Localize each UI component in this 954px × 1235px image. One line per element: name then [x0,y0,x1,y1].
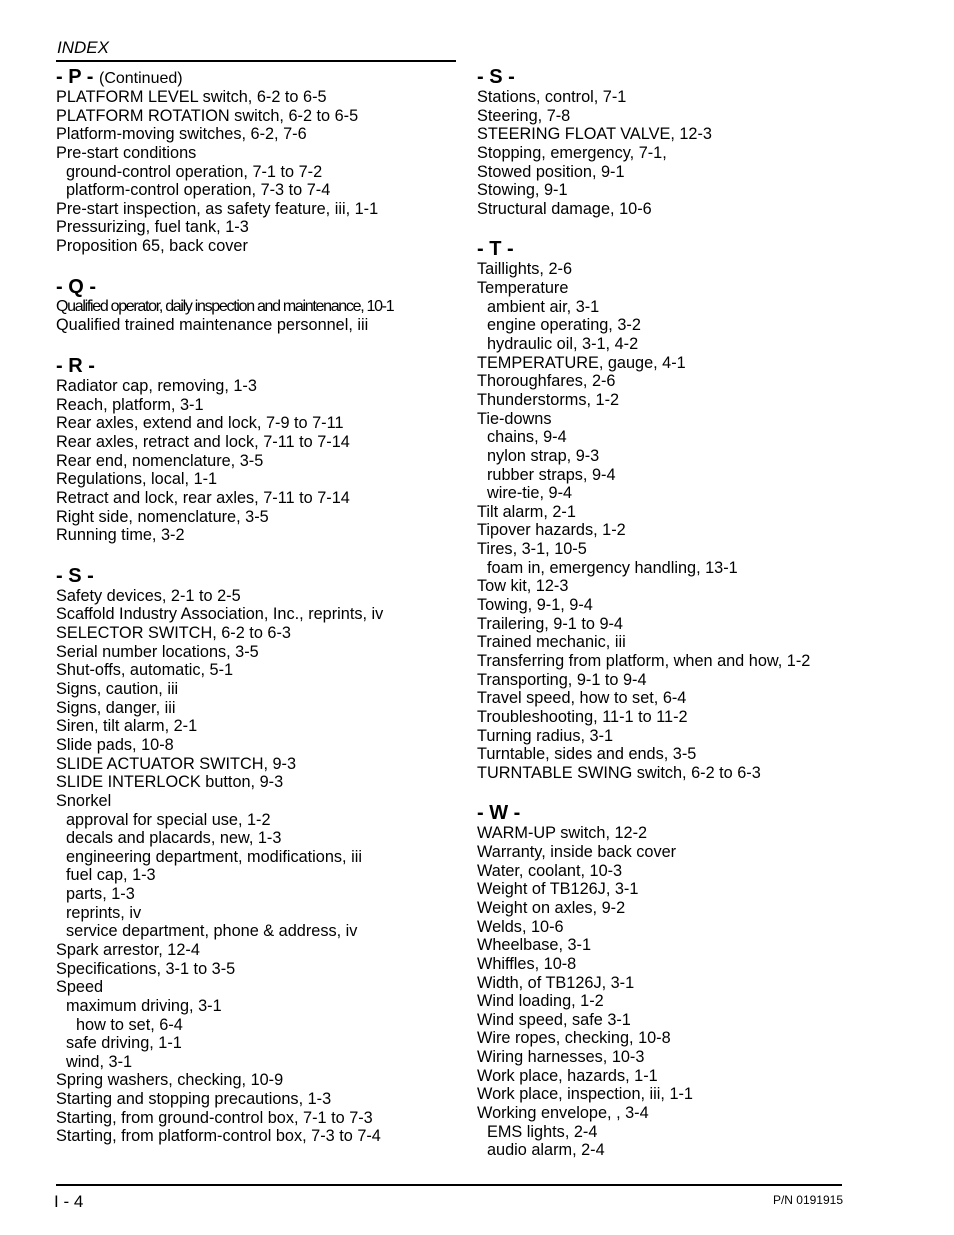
index-entry: Safety devices, 2-1 to 2-5 [56,586,241,605]
section-spacer [56,335,461,355]
index-subentry: approval for special use, 1-2 [66,810,271,829]
index-entry: Rear end, nomenclature, 3-5 [56,451,264,470]
index-entry: Radiator cap, removing, 1-3 [56,377,257,396]
index-subentry: wind, 3-1 [66,1052,133,1071]
index-entry: SLIDE INTERLOCK button, 9-3 [56,773,284,792]
index-entry: Starting, from ground-control box, 7-1 to 7-3 [56,1108,373,1127]
index-subentry: hydraulic oil, 3-1, 4-2 [487,335,639,354]
index-entry-list [56,88,461,256]
index-entry: Signs, caution, iii [56,680,179,699]
index-entry: Stations, control, 7-1 [477,88,627,106]
index-entry: Spring washers, checking, 10-9 [56,1071,284,1090]
index-entry: Work place, hazards, 1-1 [477,1066,658,1085]
index-entry: TURNTABLE SWING switch, 6-2 to 6-3 [477,763,761,782]
index-subentry: chains, 9-4 [487,428,567,447]
section-heading [477,238,857,260]
page-number: I - 4 [54,1192,84,1211]
index-subentry: wire-tie, 9-4 [487,484,573,503]
index-entry: Whiffles, 10-8 [477,954,577,973]
index-entry: Temperature [477,279,569,298]
index-subentry: nylon strap, 9-3 [487,446,600,465]
index-entry: Wind speed, safe 3-1 [477,1010,631,1029]
index-entry: Siren, tilt alarm, 2-1 [56,717,198,736]
index-entry: Pre-start conditions [56,143,197,162]
section-spacer [56,256,461,276]
index-entry: Stowed position, 9-1 [477,162,625,181]
section-letter: - W - [477,802,521,825]
index-subentry: fuel cap, 1-3 [66,866,156,885]
section-letter: - S - [477,66,515,88]
index-entry: Water, coolant, 10-3 [477,861,623,880]
index-entry: Speed [56,978,104,997]
section-heading [56,355,461,377]
section-letter: - T - [477,238,514,261]
index-subentry: ground-control operation, 7-1 to 7-2 [66,162,323,181]
index-entry: Taillights, 2-6 [477,260,573,279]
index-subentry: audio alarm, 2-4 [487,1141,605,1160]
index-entry: Width, of TB126J, 3-1 [477,973,635,992]
index-entry: SLIDE ACTUATOR SWITCH, 9-3 [56,754,297,773]
index-entry: Work place, inspection, iii, 1-1 [477,1085,693,1104]
index-entry-list [477,824,857,1160]
section-spacer [477,218,857,238]
index-entry-list [56,298,461,335]
index-entry: STEERING FLOAT VALVE, 12-3 [477,125,712,144]
index-entry: Tie-downs [477,409,552,428]
index-entry: Rear axles, extend and lock, 7-9 to 7-11 [56,414,344,433]
index-entry: WARM-UP switch, 12-2 [477,824,648,843]
index-subentry: engineering department, modifications, iii [66,847,362,866]
section-heading [56,565,461,587]
index-entry: Signs, danger, iii [56,698,176,717]
index-subentry: platform-control operation, 7-3 to 7-4 [66,181,331,200]
index-entry: Welds, 10-6 [477,917,564,936]
index-entry: Steering, 7-8 [477,106,571,125]
index-subentry: safe driving, 1-1 [66,1034,182,1053]
index-entry: Right side, nomenclature, 3-5 [56,507,269,526]
index-entry: Trained mechanic, iii [477,633,626,652]
section-spacer [56,545,461,565]
index-entry: Tires, 3-1, 10-5 [477,540,587,559]
index-entry: Tow kit, 12-3 [477,577,569,596]
index-subentry: foam in, emergency handling, 13-1 [487,558,738,577]
index-subentry: ambient air, 3-1 [487,297,600,316]
index-entry: Rear axles, retract and lock, 7-11 to 7-14 [56,432,350,451]
index-entry: TEMPERATURE, gauge, 4-1 [477,353,686,372]
index-entry: Troubleshooting, 11-1 to 11-2 [477,707,688,726]
index-entry: Stowing, 9-1 [477,181,568,200]
index-entry: Towing, 9-1, 9-4 [477,596,593,615]
index-entry-list [477,260,857,782]
right-index-column [477,66,857,1160]
index-subentry: rubber straps, 9-4 [487,465,616,484]
index-entry: Reach, platform, 3-1 [56,395,204,414]
index-entry: Running time, 3-2 [56,526,185,545]
index-entry: Qualified operator, daily inspection and maintenance, 10-1 [56,297,394,315]
section-heading [477,66,857,88]
index-entry: Scaffold Industry Association, Inc., reprints, iv [56,605,384,624]
index-entry: Structural damage, 10-6 [477,199,652,218]
index-entry-list [477,88,857,218]
index-entry: Wind loading, 1-2 [477,992,604,1011]
index-entry: Shut-offs, automatic, 5-1 [56,661,234,680]
index-subentry: reprints, iv [66,903,142,922]
index-subentry: how to set, 6-4 [76,1015,183,1034]
index-subentry: service department, phone & address, iv [66,922,358,941]
index-entry: Slide pads, 10-8 [56,735,174,754]
index-entry: Starting and stopping precautions, 1-3 [56,1090,332,1109]
index-entry: Turning radius, 3-1 [477,726,614,745]
index-entry: Warranty, inside back cover [477,843,677,862]
index-entry: Transporting, 9-1 to 9-4 [477,670,647,689]
index-entry: Qualified trained maintenance personnel, iii [56,316,369,335]
index-entry: Working envelope, , 3-4 [477,1104,649,1123]
index-entry: Spark arrestor, 12-4 [56,940,200,959]
index-entry: Regulations, local, 1-1 [56,470,218,489]
index-entry: Thoroughfares, 2-6 [477,372,616,391]
index-entry: Stopping, emergency, 7-1, [477,143,667,162]
index-entry: Platform-moving switches, 6-2, 7-6 [56,125,307,144]
running-head: INDEX [57,38,109,57]
index-entry: Transferring from platform, when and how, 1-2 [477,651,811,670]
footer-rule [56,1184,842,1186]
section-continued-note: (Continued) [98,70,183,87]
index-entry: Retract and lock, rear axles, 7-11 to 7-14 [56,488,350,507]
index-subentry: decals and placards, new, 1-3 [66,829,282,848]
index-entry: Proposition 65, back cover [56,237,248,256]
index-entry: Wheelbase, 3-1 [477,936,592,955]
header-rule [56,60,456,62]
index-entry: SELECTOR SWITCH, 6-2 to 6-3 [56,624,291,643]
index-entry: Trailering, 9-1 to 9-4 [477,614,623,633]
index-entry: PLATFORM LEVEL switch, 6-2 to 6-5 [56,88,327,106]
index-subentry: engine operating, 3-2 [487,316,641,335]
section-letter: - P - [56,66,94,88]
section-spacer [477,782,857,802]
part-number: P/N 0191915 [772,1193,843,1207]
index-entry: Starting, from platform-control box, 7-3 to 7-4 [56,1127,381,1146]
index-entry: Snorkel [56,791,112,810]
index-subentry: parts, 1-3 [66,885,135,904]
index-entry: Weight on axles, 9-2 [477,898,626,917]
index-entry: Serial number locations, 3-5 [56,642,259,661]
index-entry: Wire ropes, checking, 10-8 [477,1029,671,1048]
index-entry: Specifications, 3-1 to 3-5 [56,959,236,978]
index-entry-list [56,377,461,545]
index-entry: Wiring harnesses, 10-3 [477,1048,645,1067]
section-heading [477,802,857,824]
section-heading [56,276,461,298]
section-letter: - S - [56,564,94,587]
index-entry: Pre-start inspection, as safety feature, iii, 1-1 [56,199,379,218]
index-entry: Pressurizing, fuel tank, 1-3 [56,218,249,237]
index-entry: Weight of TB126J, 3-1 [477,880,639,899]
section-heading [56,66,461,88]
index-entry: Tipover hazards, 1-2 [477,521,626,540]
section-letter: - Q - [56,275,96,298]
index-entry-list [56,587,461,1146]
index-entry: Thunderstorms, 1-2 [477,390,620,409]
index-subentry: maximum driving, 3-1 [66,996,222,1015]
index-entry: Turntable, sides and ends, 3-5 [477,745,697,764]
section-letter: - R - [56,355,95,378]
index-entry: Tilt alarm, 2-1 [477,502,576,521]
index-subentry: EMS lights, 2-4 [487,1122,598,1141]
left-index-column [56,66,461,1146]
index-entry: Travel speed, how to set, 6-4 [477,689,687,708]
index-entry: PLATFORM ROTATION switch, 6-2 to 6-5 [56,106,359,125]
